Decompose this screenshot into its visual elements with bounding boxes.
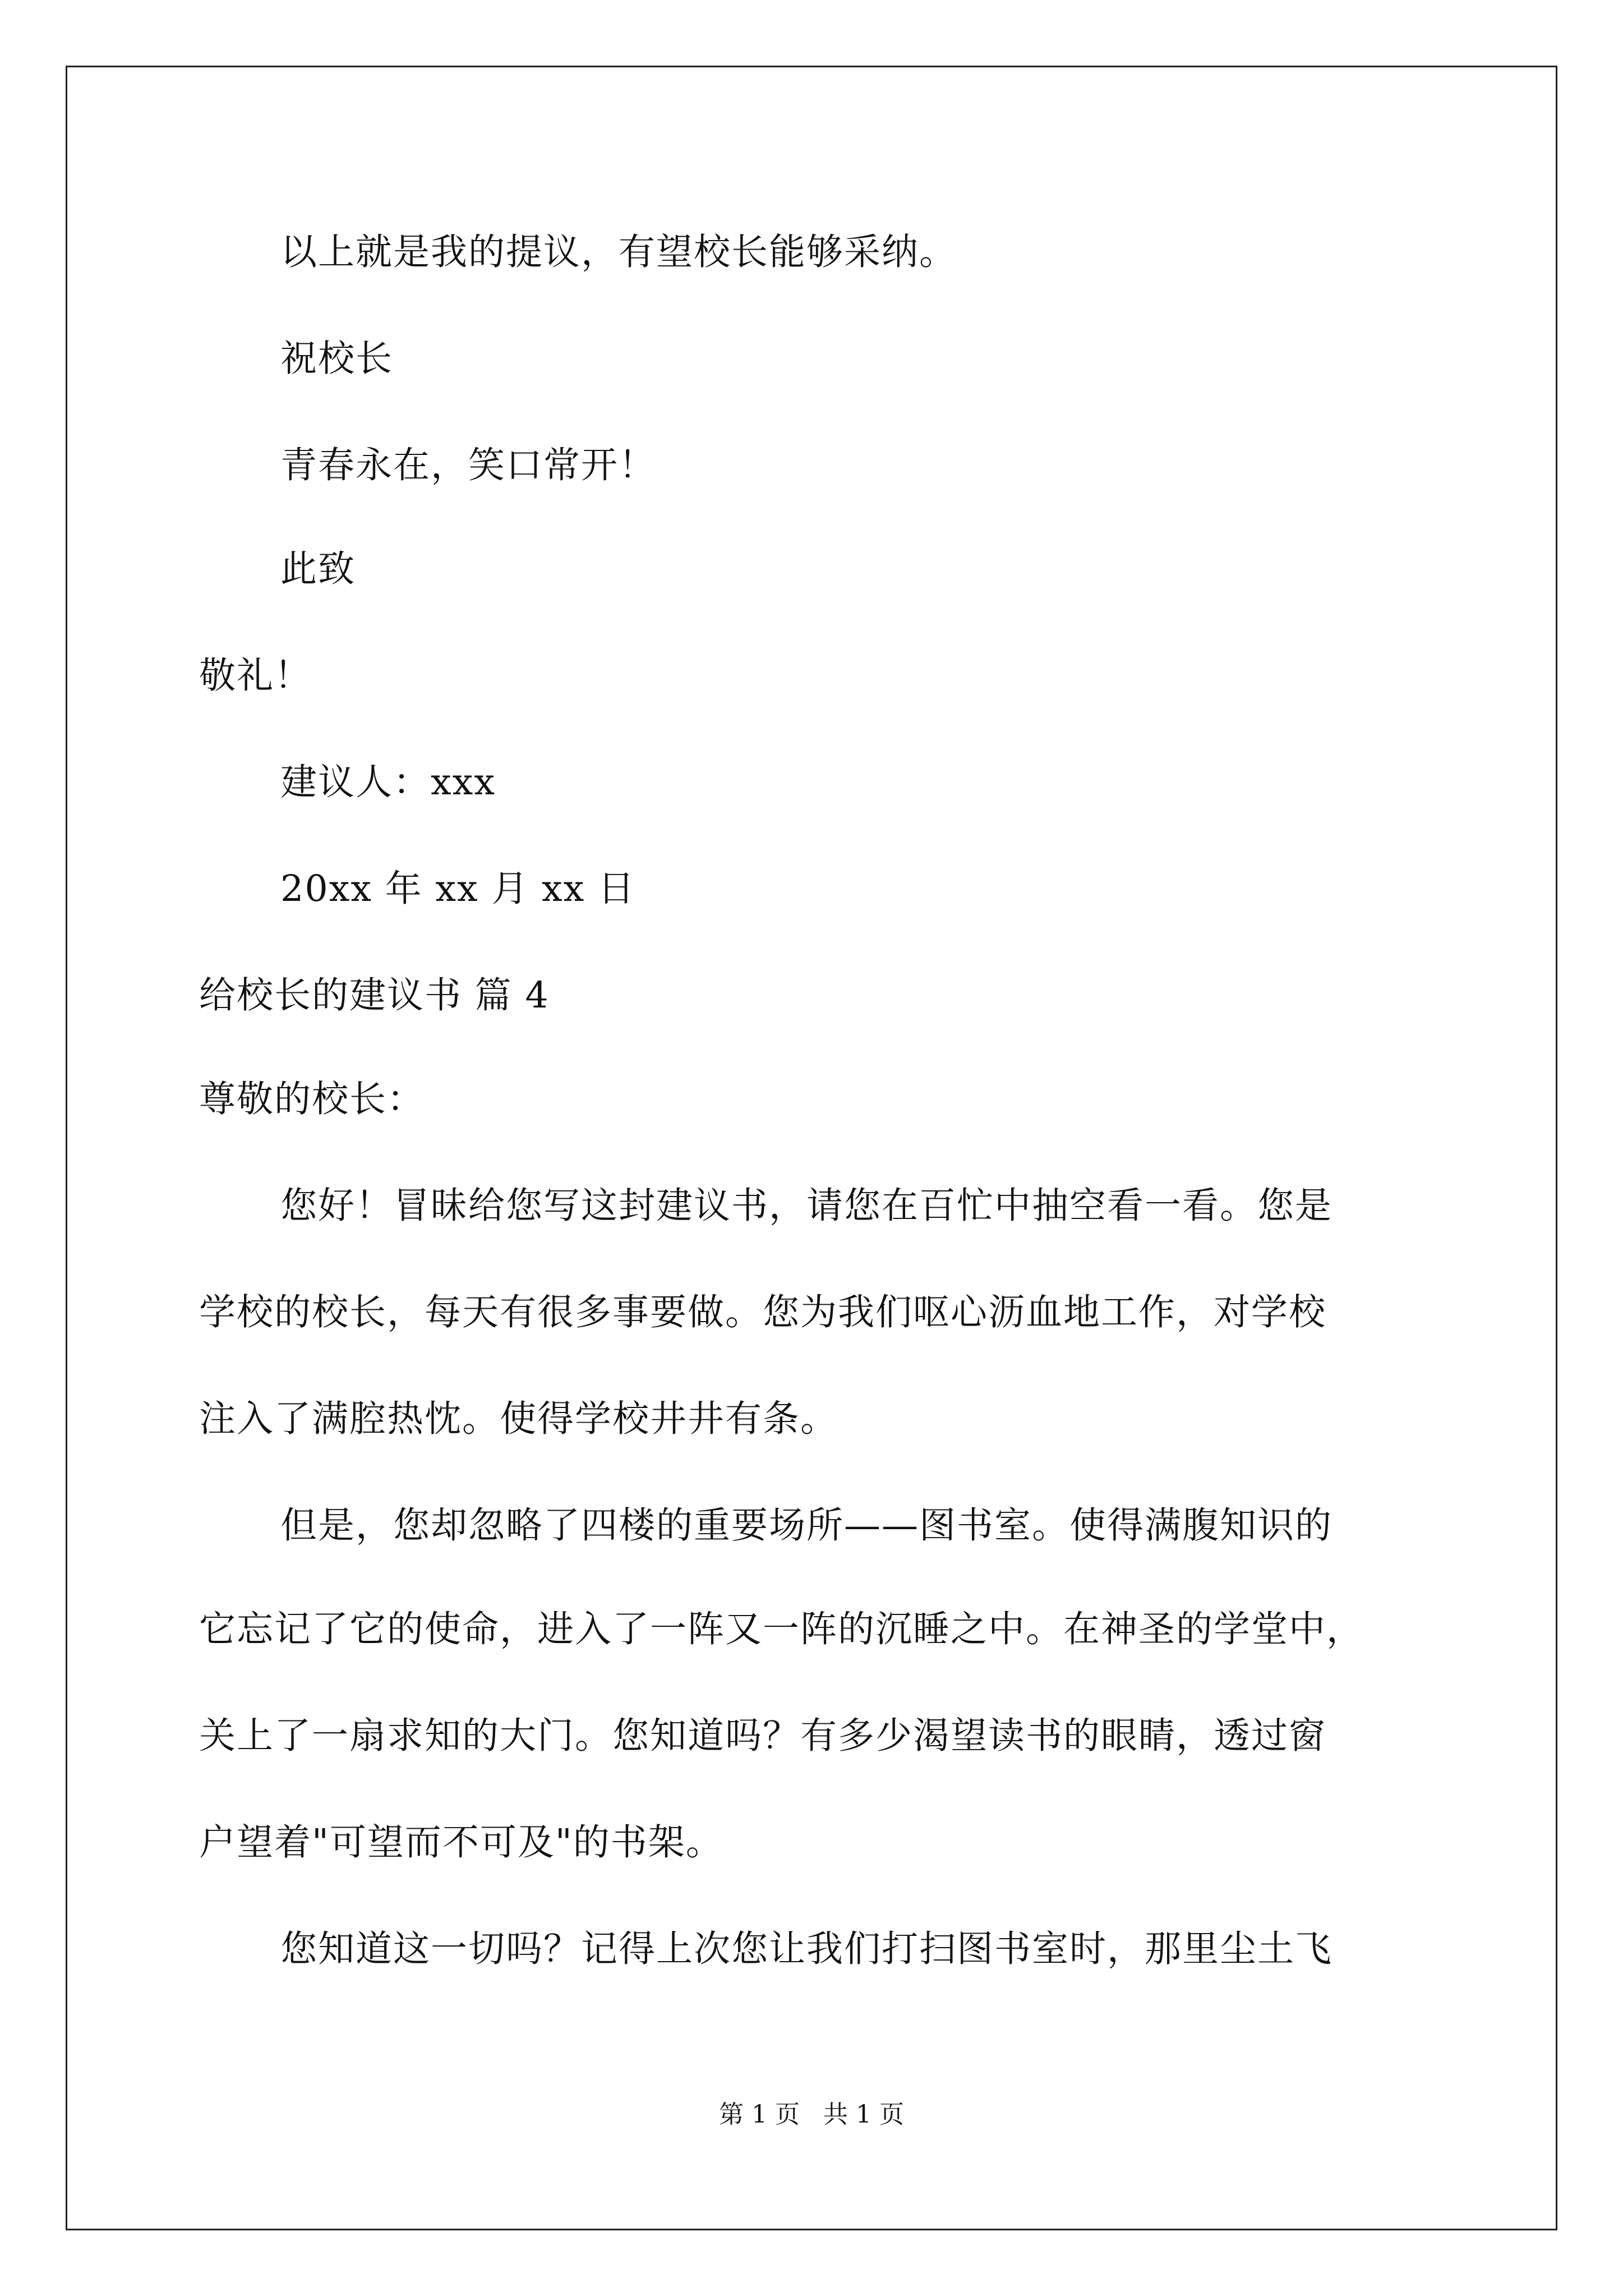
- paragraph-2-line-3: 关上了一扇求知的大门。您知道吗？有多少渴望读书的眼睛，透过窗: [199, 1715, 1327, 1757]
- greeting-line: 尊敬的校长：: [199, 1078, 425, 1120]
- paragraph-1-line-1: 您好！冒昧给您写这封建议书，请您在百忙中抽空看一看。您是: [280, 1185, 1333, 1227]
- signer-line: 建议人：xxx: [280, 761, 496, 803]
- closing-proposal-line: 以上就是我的提议，有望校长能够采纳。: [280, 231, 957, 273]
- wish-line: 祝校长: [280, 338, 394, 380]
- salutation-line: 此致: [280, 548, 356, 590]
- page-border: [66, 66, 1557, 2230]
- paragraph-3-line-1: 您知道这一切吗？记得上次您让我们打扫图书室时，那里尘土飞: [280, 1928, 1333, 1970]
- section-heading: 给校长的建议书 篇 4: [199, 974, 550, 1016]
- paragraph-2-line-1: 但是，您却忽略了四楼的重要场所——图书室。使得满腹知识的: [280, 1504, 1333, 1547]
- paragraph-2-line-2: 它忘记了它的使命，进入了一阵又一阵的沉睡之中。在神圣的学堂中，: [199, 1608, 1364, 1650]
- paragraph-1-line-3: 注入了满腔热忱。使得学校井井有条。: [199, 1398, 838, 1440]
- blessing-line: 青春永在，笑口常开！: [280, 444, 657, 486]
- regards-line: 敬礼！: [199, 655, 312, 697]
- paragraph-2-line-4: 户望着"可望而不可及"的书架。: [199, 1821, 723, 1864]
- paragraph-1-line-2: 学校的校长，每天有很多事要做。您为我们呕心沥血地工作，对学校: [199, 1291, 1327, 1333]
- page-footer: 第 1 页 共 1 页: [719, 2100, 904, 2129]
- date-line: 20xx 年 xx 月 xx 日: [280, 868, 635, 910]
